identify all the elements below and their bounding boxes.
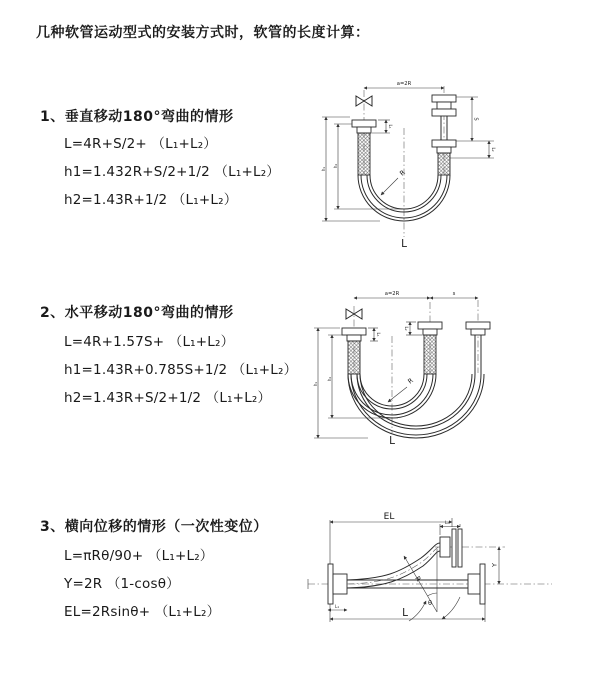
dimension-lines <box>322 88 494 221</box>
right-flange <box>468 564 485 604</box>
dim-label-right-fitting: L₂ <box>404 326 409 331</box>
upper-flange <box>440 529 462 567</box>
dim-label-h1: h₁ <box>313 381 318 387</box>
hose-u-bend-shifted <box>348 374 484 438</box>
middle-hose-end <box>418 322 442 374</box>
radius-label: R <box>413 574 423 583</box>
section-2-heading: 2、水平移动180°弯曲的情形 <box>40 305 234 321</box>
centerlines <box>354 300 478 433</box>
dim-label-stroke: S <box>472 117 479 121</box>
angle-label: θ <box>428 599 432 607</box>
length-label: L <box>401 238 407 250</box>
dim-label-right-fitting: L₂ <box>491 147 496 152</box>
dim-label-left-fitting: L₁ <box>376 332 381 337</box>
formula-line: h2=1.43R+1/2 （L₁+L₂） <box>64 192 238 208</box>
dim-label-right-fitting: L₂ <box>444 520 450 525</box>
el-label: EL <box>383 512 395 522</box>
right-hose-end <box>432 95 456 175</box>
dimension-lines <box>328 518 499 622</box>
dim-label-h2: h₂ <box>327 376 332 382</box>
formula-line: Y=2R （1-cosθ） <box>64 576 180 592</box>
dim-label-span: a=2R <box>396 81 412 87</box>
left-flange <box>328 564 347 604</box>
radius-label: R <box>398 168 407 178</box>
formula-line: EL=2Rsinθ+ （L₁+L₂） <box>64 604 221 620</box>
formula-line: h1=1.432R+S/2+1/2 （L₁+L₂） <box>64 164 281 180</box>
formula-line: L=4R+S/2+ （L₁+L₂） <box>64 136 218 152</box>
left-hose-end <box>352 120 376 175</box>
formula-line: L=4R+1.57S+ （L₁+L₂） <box>64 334 235 350</box>
diagram-horizontal-180-bend <box>306 284 566 449</box>
formula-line: h2=1.43R+S/2+1/2 （L₁+L₂） <box>64 390 272 406</box>
section-3-heading: 3、横向位移的情形（一次性变位） <box>40 519 268 535</box>
length-label: L <box>389 435 395 447</box>
offset-label: Y <box>490 563 499 567</box>
dim-label-left-fitting: L₁ <box>388 124 393 129</box>
diagram-vertical-180-bend <box>308 70 558 255</box>
length-label: L <box>402 607 408 619</box>
page-title: 几种软管运动型式的安装方式时，软管的长度计算： <box>36 25 370 41</box>
section-1-heading: 1、垂直移动180°弯曲的情形 <box>40 109 234 125</box>
dim-label-stroke: s <box>452 291 456 297</box>
displaced-hose-curve <box>347 543 440 588</box>
shifted-hose-end <box>466 322 490 374</box>
diagram-lateral-displacement <box>300 502 570 642</box>
dim-label-span: a=2R <box>384 291 400 297</box>
left-hose-end <box>342 328 366 374</box>
formula-line: h1=1.43R+0.785S+1/2 （L₁+L₂） <box>64 362 298 378</box>
dim-label-left-fitting: L₁ <box>334 604 340 609</box>
dim-label-h1: h₁ <box>321 166 326 172</box>
radius-label: R <box>406 376 415 386</box>
dim-label-h2: h₂ <box>333 163 338 169</box>
formula-line: L=πRθ/90+ （L₁+L₂） <box>64 548 214 564</box>
